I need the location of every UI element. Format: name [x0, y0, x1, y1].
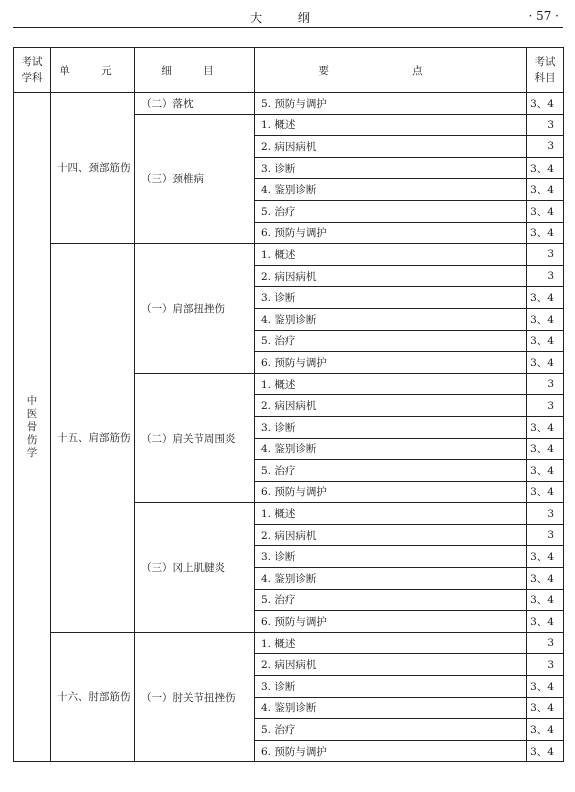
- point-cell: 5. 治疗: [255, 330, 527, 352]
- point-cell: 4. 鉴别诊断: [255, 438, 527, 460]
- subject-cell: [14, 93, 51, 762]
- item-name: （一）肘关节扭挫伤: [141, 691, 236, 704]
- subject-code-cell: 3、4: [527, 157, 564, 179]
- syllabus-table: [13, 47, 564, 762]
- point-cell: 6. 预防与调护: [255, 222, 527, 244]
- unit-name: 十五、肩部筋伤: [57, 431, 131, 444]
- point-cell: 6. 预防与调护: [255, 352, 527, 374]
- subject-code-cell: 3、4: [527, 438, 564, 460]
- subject-code-cell: 3: [527, 654, 564, 676]
- subject-code-cell: 3、4: [527, 352, 564, 374]
- subject-code-cell: 3、4: [527, 611, 564, 633]
- unit-name: 十六、肘部筋伤: [57, 690, 131, 703]
- header-subject: 考试学科: [14, 48, 51, 93]
- subject-code-cell: 3、4: [527, 287, 564, 309]
- point-cell: 3. 诊断: [255, 546, 527, 568]
- unit-cell: [51, 93, 135, 244]
- unit-cell: [51, 632, 135, 762]
- page-number: · 57 ·: [528, 9, 559, 23]
- subject-code-cell: 3、4: [527, 460, 564, 482]
- subject-code-cell: 3、4: [527, 568, 564, 590]
- subject-code-cell: 3、4: [527, 546, 564, 568]
- point-cell: 5. 预防与调护: [255, 93, 527, 115]
- subject-code-cell: 3、4: [527, 676, 564, 698]
- item-cell: [135, 114, 255, 244]
- subject-code-cell: 3: [527, 373, 564, 395]
- subject-code-cell: 3、4: [527, 93, 564, 115]
- item-name: （二）肩关节周围炎: [141, 432, 236, 445]
- point-cell: 1. 概述: [255, 373, 527, 395]
- point-cell: 1. 概述: [255, 503, 527, 525]
- point-cell: 2. 病因病机: [255, 524, 527, 546]
- point-cell: 1. 概述: [255, 632, 527, 654]
- header-item: 细 目: [135, 48, 255, 93]
- item-cell: [135, 93, 255, 115]
- subject-code-cell: 3: [527, 244, 564, 266]
- header-point: 要 点: [255, 48, 527, 93]
- item-name: （三）冈上肌腱炎: [141, 562, 225, 575]
- header-rule: [13, 27, 563, 28]
- point-cell: 6. 预防与调护: [255, 740, 527, 762]
- subject-code-cell: 3: [527, 136, 564, 158]
- point-cell: 2. 病因病机: [255, 265, 527, 287]
- point-cell: 3. 诊断: [255, 676, 527, 698]
- point-cell: 2. 病因病机: [255, 395, 527, 417]
- subject-name: 中医骨伤学: [26, 394, 38, 459]
- subject-code-cell: 3、4: [527, 200, 564, 222]
- unit-name: 十四、颈部筋伤: [57, 161, 131, 174]
- point-cell: 5. 治疗: [255, 719, 527, 741]
- item-name: （二）落枕: [141, 97, 194, 110]
- point-cell: 4. 鉴别诊断: [255, 179, 527, 201]
- point-cell: 2. 病因病机: [255, 654, 527, 676]
- subject-code-cell: 3、4: [527, 589, 564, 611]
- subject-code-cell: 3: [527, 524, 564, 546]
- point-cell: 3. 诊断: [255, 416, 527, 438]
- subject-code-cell: 3、4: [527, 179, 564, 201]
- point-cell: 5. 治疗: [255, 589, 527, 611]
- item-name: （三）颈椎病: [141, 173, 204, 186]
- point-cell: 6. 预防与调护: [255, 481, 527, 503]
- subject-code-cell: 3、4: [527, 697, 564, 719]
- point-cell: 3. 诊断: [255, 157, 527, 179]
- subject-code-cell: 3: [527, 632, 564, 654]
- subject-code-cell: 3: [527, 265, 564, 287]
- subject-code-cell: 3、4: [527, 416, 564, 438]
- item-name: （一）肩部扭挫伤: [141, 302, 225, 315]
- item-cell: [135, 373, 255, 503]
- item-cell: [135, 503, 255, 633]
- header-subject-code: 考试科目: [527, 48, 564, 93]
- point-cell: 4. 鉴别诊断: [255, 568, 527, 590]
- subject-code-cell: 3: [527, 114, 564, 136]
- subject-code-cell: 3: [527, 503, 564, 525]
- point-cell: 5. 治疗: [255, 200, 527, 222]
- subject-code-cell: 3: [527, 395, 564, 417]
- subject-code-cell: 3、4: [527, 222, 564, 244]
- subject-code-cell: 3、4: [527, 740, 564, 762]
- point-cell: 5. 治疗: [255, 460, 527, 482]
- point-cell: 2. 病因病机: [255, 136, 527, 158]
- point-cell: 1. 概述: [255, 114, 527, 136]
- point-cell: 6. 预防与调护: [255, 611, 527, 633]
- page-header: [13, 0, 563, 30]
- subject-code-cell: 3、4: [527, 330, 564, 352]
- point-cell: 1. 概述: [255, 244, 527, 266]
- point-cell: 3. 诊断: [255, 287, 527, 309]
- subject-code-cell: 3、4: [527, 481, 564, 503]
- subject-code-cell: 3、4: [527, 719, 564, 741]
- table-row: [14, 632, 564, 654]
- table-row: [14, 93, 564, 115]
- unit-cell: [51, 244, 135, 633]
- point-cell: 4. 鉴别诊断: [255, 697, 527, 719]
- item-cell: [135, 244, 255, 374]
- subject-code-cell: 3、4: [527, 308, 564, 330]
- syllabus-body: [14, 48, 564, 762]
- item-cell: [135, 632, 255, 762]
- table-row: [14, 244, 564, 266]
- header-unit: 单 元: [51, 48, 135, 93]
- point-cell: 4. 鉴别诊断: [255, 308, 527, 330]
- header-title: 大 纲: [250, 11, 326, 25]
- table-header-row: [14, 48, 564, 93]
